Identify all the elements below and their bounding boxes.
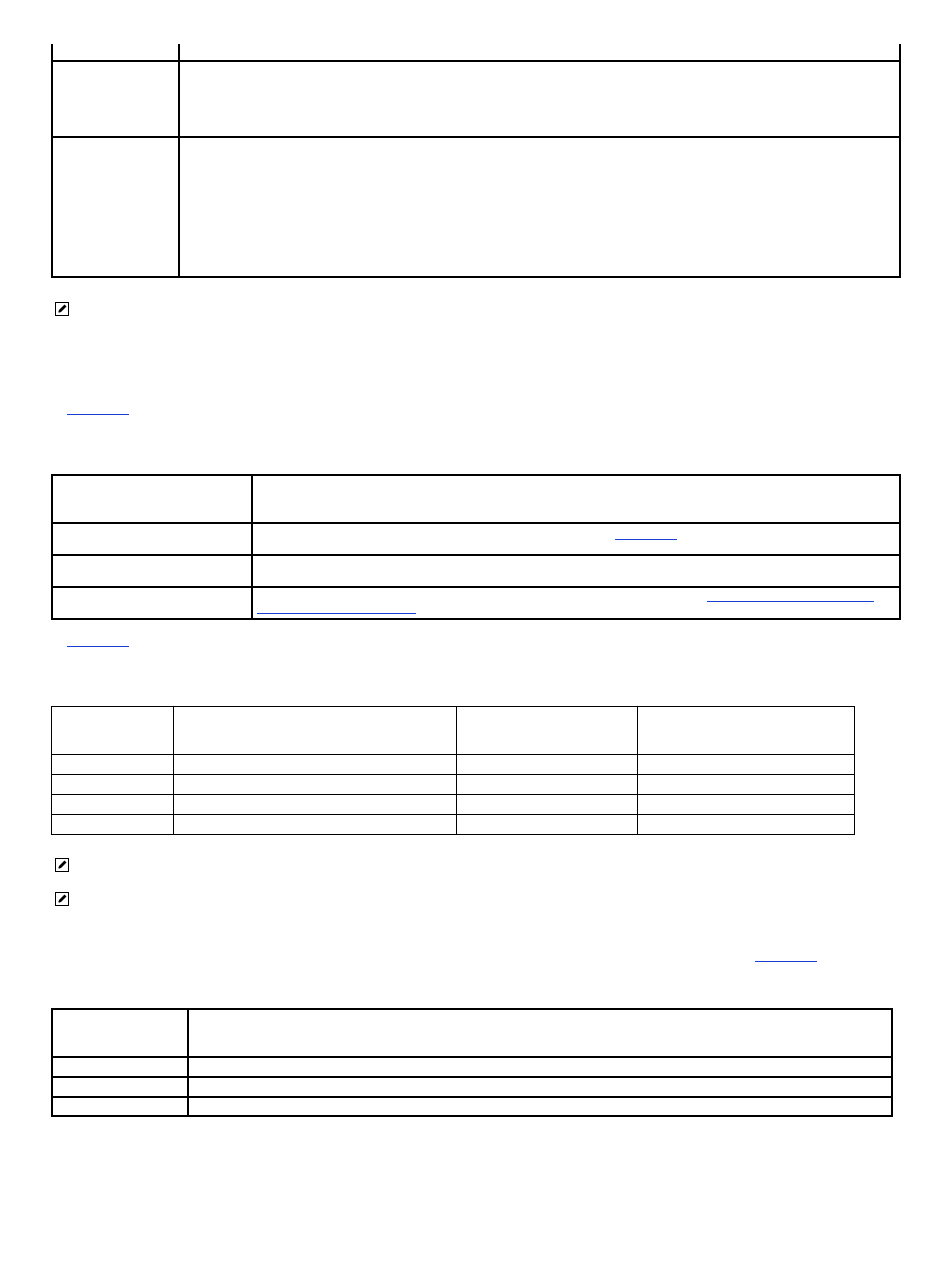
table-cell [638, 815, 855, 835]
table-header-cell [174, 707, 457, 755]
table-cell [52, 815, 174, 835]
table-header-cell [52, 707, 174, 755]
table-cell [52, 1077, 188, 1097]
text-link[interactable] [755, 961, 817, 962]
table-cell [457, 775, 638, 795]
table-header-cell [188, 1009, 892, 1057]
table-cell [179, 61, 900, 137]
table-cell [52, 137, 179, 277]
table-cell [457, 795, 638, 815]
table-header-cell [52, 475, 252, 523]
table-row [52, 795, 855, 815]
table-cell [52, 1057, 188, 1077]
back-to-top-link[interactable] [67, 646, 129, 647]
table-row [52, 44, 900, 61]
table-header-row [52, 475, 900, 523]
table-cell [174, 815, 457, 835]
table-row [52, 137, 900, 277]
table-row [52, 587, 900, 619]
table-row [52, 523, 900, 555]
table-1 [51, 44, 901, 278]
table-cell [52, 775, 174, 795]
table-row [52, 61, 900, 137]
table-cell [457, 815, 638, 835]
table-cell [52, 555, 252, 587]
back-to-top-link[interactable] [67, 414, 129, 415]
table-header-cell [252, 475, 900, 523]
table-cell [188, 1077, 892, 1097]
table-cell [179, 44, 900, 61]
table-cell [52, 1097, 188, 1116]
table-cell [252, 523, 900, 555]
table-row [52, 555, 900, 587]
table-cell [252, 555, 900, 587]
table-cell [638, 795, 855, 815]
table-cell [52, 44, 179, 61]
table-header-cell [457, 707, 638, 755]
table-link[interactable] [707, 601, 874, 602]
table-link[interactable] [615, 539, 677, 540]
table-link[interactable] [257, 613, 416, 614]
table-cell [252, 587, 900, 619]
table-cell [52, 523, 252, 555]
table-row [52, 1057, 892, 1077]
table-cell [174, 755, 457, 775]
table-header-cell [638, 707, 855, 755]
table-3 [51, 706, 855, 835]
note-pencil-icon [55, 302, 69, 316]
table-4 [51, 1008, 893, 1117]
table-cell [188, 1097, 892, 1116]
table-cell [638, 775, 855, 795]
table-cell [52, 755, 174, 775]
table-header-row [52, 707, 855, 755]
table-row [52, 755, 855, 775]
note-pencil-icon [55, 892, 69, 906]
table-cell [174, 775, 457, 795]
table-header-cell [52, 1009, 188, 1057]
table-row [52, 815, 855, 835]
table-cell [174, 795, 457, 815]
table-cell [188, 1057, 892, 1077]
table-cell [638, 755, 855, 775]
note-pencil-icon [55, 858, 69, 872]
table-cell [52, 61, 179, 137]
table-row [52, 775, 855, 795]
table-row [52, 1097, 892, 1116]
table-cell [52, 587, 252, 619]
table-cell [52, 795, 174, 815]
table-row [52, 1077, 892, 1097]
table-header-row [52, 1009, 892, 1057]
table-cell [179, 137, 900, 277]
table-cell [457, 755, 638, 775]
table-2 [51, 474, 901, 620]
